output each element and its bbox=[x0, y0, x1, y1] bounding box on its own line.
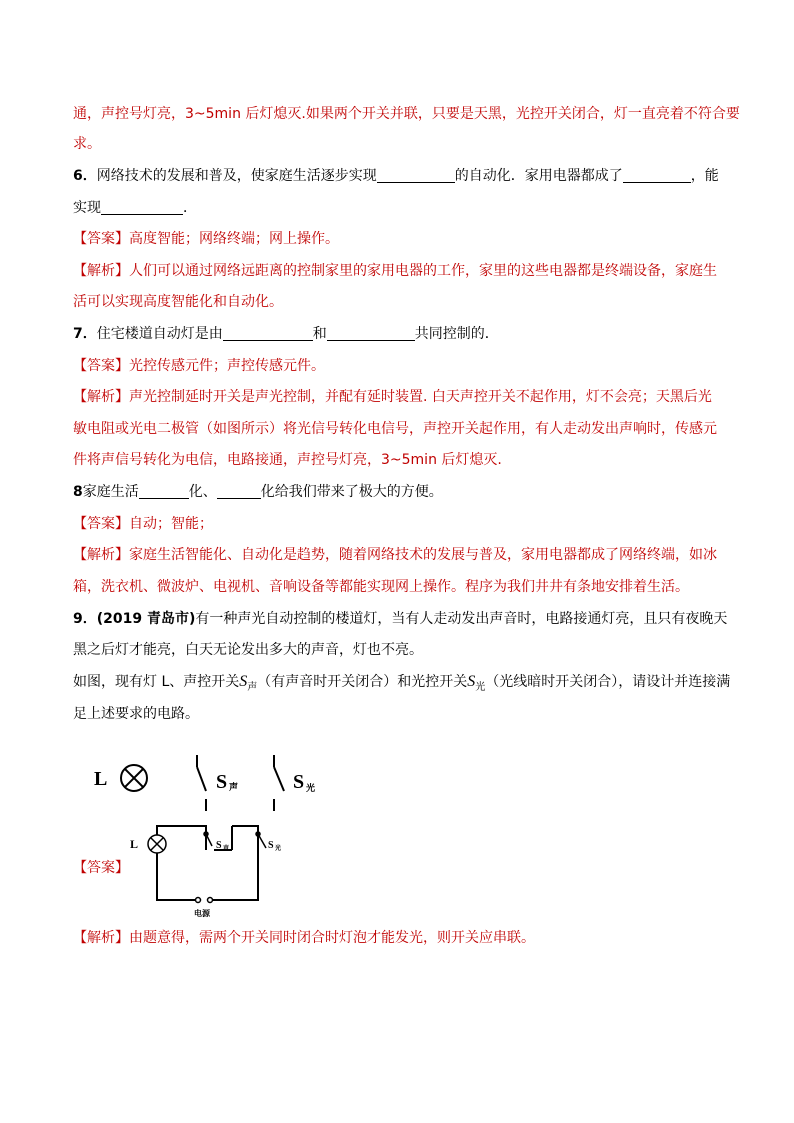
prev-analysis-line-1: 通，声控号灯亮，3~5min 后灯熄灭.如果两个开关并联，只要是天黑，光控开关闭合，灯一直亮着不符合要 bbox=[73, 106, 740, 122]
answer-tag: 【答案】 bbox=[73, 516, 129, 532]
light-switch-label: S bbox=[293, 771, 305, 793]
answer-8 bbox=[73, 514, 213, 534]
answer-blank[interactable] bbox=[101, 200, 183, 215]
question-text: 有一种声光自动控制的楼道灯，当有人走动发出声音时，电路接通灯亮，且只有夜晚天 bbox=[195, 611, 728, 627]
question-text: 共同控制的． bbox=[414, 326, 499, 342]
analysis-text: 人们可以通过网络远距离的控制家里的家用电器的工作，家里的这些电器都是终端设备，家庭生 bbox=[129, 263, 717, 279]
answer-blank[interactable] bbox=[623, 168, 691, 183]
answer-text: 高度智能；网络终端；网上操作。 bbox=[129, 231, 339, 247]
answer-text: 光控传感元件；声控传感元件。 bbox=[129, 358, 325, 374]
analysis-8-line-1 bbox=[73, 545, 717, 565]
analysis-tag: 【解析】 bbox=[73, 263, 129, 279]
question-text: 的自动化．家用电器都成了 bbox=[454, 168, 623, 184]
components-figure bbox=[88, 755, 338, 815]
analysis-6-line-2: 活可以实现高度智能化和自动化。 bbox=[73, 294, 283, 310]
analysis-7-line-1 bbox=[73, 387, 712, 407]
circuit-light-label: S bbox=[268, 840, 274, 851]
question-9-line-2: 黑之后灯才能亮，白天无论发出多大的声音，灯也不亮。 bbox=[73, 642, 423, 658]
light-switch-symbol: S bbox=[467, 673, 476, 690]
question-8 bbox=[73, 482, 443, 502]
sound-switch-subscript: 声 bbox=[247, 681, 258, 693]
sound-switch-symbol: S bbox=[239, 673, 248, 690]
question-text: 家庭生活 bbox=[82, 484, 139, 500]
prev-analysis-line-2: 求。 bbox=[73, 136, 101, 152]
circuit-sound-label: S bbox=[216, 840, 222, 851]
question-6-line-2 bbox=[73, 198, 197, 218]
analysis-8-line-2: 箱，洗衣机、微波炉、电视机、音响设备等都能实现网上操作。程序为我们井井有条地安排着生活。 bbox=[73, 579, 689, 595]
answer-blank[interactable] bbox=[217, 484, 261, 499]
question-text: 网络技术的发展和普及，使家庭生活逐步实现 bbox=[96, 168, 377, 184]
question-9-line-4: 足上述要求的电路。 bbox=[73, 706, 199, 722]
sound-switch-sub: 声 bbox=[229, 782, 239, 792]
question-text: ． bbox=[183, 200, 197, 216]
circuit-power-source-icon bbox=[196, 898, 213, 903]
analysis-text: 声光控制延时开关是声光控制，并配有延时装置. 白天声控开关不起作用，灯不会亮；天黑后光 bbox=[129, 389, 712, 405]
answer-text: 自动；智能； bbox=[129, 516, 213, 532]
question-text: （有声音时开关闭合）和光控开关 bbox=[257, 674, 468, 690]
question-text: 实现 bbox=[73, 200, 101, 216]
analysis-7-line-3: 件将声信号转化为电信，电路接通，声控号灯亮，3~5min 后灯熄灭. bbox=[73, 452, 502, 468]
question-number: 8 bbox=[73, 484, 83, 500]
answer-tag: 【答案】 bbox=[73, 358, 129, 374]
answer-tag: 【答案】 bbox=[73, 860, 129, 876]
circuit-sound-sub: 声 bbox=[223, 846, 230, 852]
circuit-light-switch-icon bbox=[232, 826, 266, 850]
question-9 bbox=[73, 609, 727, 629]
question-text: 住宅楼道自动灯是由 bbox=[96, 326, 223, 342]
question-text: （光线暗时开关闭合），请设计并连接满 bbox=[485, 674, 731, 690]
question-text: 和 bbox=[312, 326, 327, 342]
lamp-label: L bbox=[94, 768, 108, 790]
analysis-tag: 【解析】 bbox=[73, 930, 129, 946]
analysis-9 bbox=[73, 928, 535, 948]
circuit-power-label: 电源 bbox=[194, 909, 210, 918]
analysis-6-line-1 bbox=[73, 261, 717, 281]
answer-blank[interactable] bbox=[327, 326, 415, 341]
answer-7 bbox=[73, 356, 325, 376]
circuit-light-sub: 光 bbox=[275, 846, 282, 852]
circuit-lamp-label: L bbox=[130, 837, 139, 851]
question-text: 化给我们带来了极大的方便。 bbox=[260, 484, 443, 500]
lamp-icon bbox=[121, 765, 147, 791]
answer-circuit-figure bbox=[128, 820, 288, 920]
question-text: 如图，现有灯 L、声控开关 bbox=[73, 674, 240, 690]
question-9-line-3 bbox=[73, 672, 730, 698]
question-7 bbox=[73, 324, 499, 344]
answer-blank[interactable] bbox=[377, 168, 455, 183]
circuit-lamp-icon bbox=[148, 835, 166, 853]
answer-9 bbox=[73, 858, 129, 878]
question-number: 9． bbox=[73, 611, 97, 627]
question-6 bbox=[73, 166, 719, 186]
analysis-text: 家庭生活智能化、自动化是趋势，随着网络技术的发展与普及，家用电器都成了网络终端，如冰 bbox=[129, 547, 717, 563]
question-text: ，能 bbox=[690, 168, 719, 184]
question-number: 7． bbox=[73, 326, 97, 342]
light-switch-sub: 光 bbox=[306, 783, 316, 793]
analysis-tag: 【解析】 bbox=[73, 547, 129, 563]
answer-tag: 【答案】 bbox=[73, 231, 129, 247]
answer-6 bbox=[73, 229, 339, 249]
analysis-7-line-2: 敏电阻或光电二极管（如图所示）将光信号转化电信号，声控开关起作用，有人走动发出声响时，传感元 bbox=[73, 421, 717, 437]
answer-blank[interactable] bbox=[223, 326, 313, 341]
question-source: (2019 青岛市) bbox=[96, 611, 196, 627]
light-switch-subscript: 光 bbox=[475, 681, 486, 693]
question-number: 6． bbox=[73, 168, 97, 184]
analysis-tag: 【解析】 bbox=[73, 389, 129, 405]
sound-switch-icon bbox=[197, 755, 206, 811]
analysis-text: 由题意得，需两个开关同时闭合时灯泡才能发光，则开关应串联。 bbox=[129, 930, 535, 946]
sound-switch-label: S bbox=[216, 771, 228, 793]
answer-blank[interactable] bbox=[139, 484, 189, 499]
light-switch-icon bbox=[274, 755, 284, 811]
question-text: 化、 bbox=[188, 484, 217, 500]
